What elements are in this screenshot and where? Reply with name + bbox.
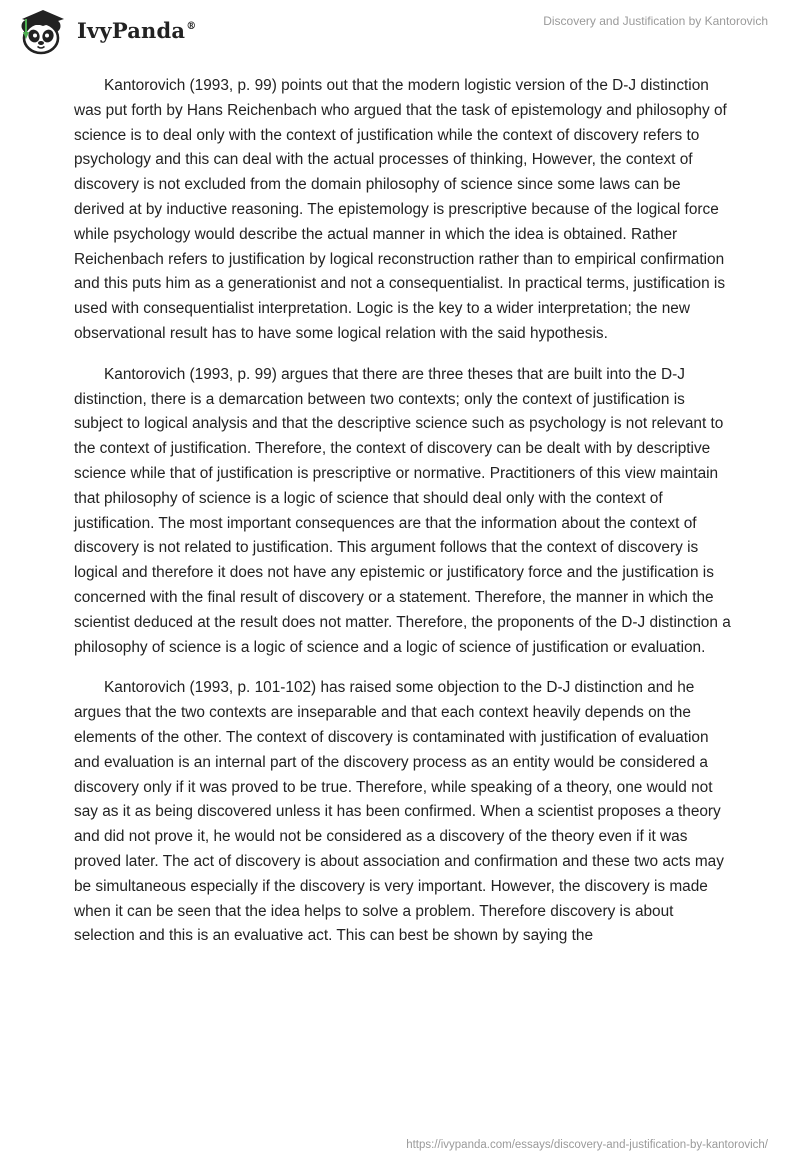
paragraph-3: Kantorovich (1993, p. 101-102) has raised some objection to the D-J distinction and he argues that the two contexts are inseparable and that each context heavily depends on the elements of the other. The context of discovery is contaminated with justification of evaluation and evaluation is an internal part of the discovery process as an entity would be considered a discovery only if it was proved to be true. Therefore, while speaking of a theory, one would not say as it as being discovered unless it has been confirmed. When a scientist proposes a theory and did not prove it, he would not be considered as a discovery of the theory even if it was proved later. The act of discovery is about association and confirmation and these two acts may be simultaneous especially if the discovery is very important. However, the discovery is made when it can be seen that the idea helps to solve a problem. Therefore discovery is about selection and this is an evaluative act. This can best be shown by saying the — [74, 679, 724, 945]
page-header — [0, 0, 800, 60]
paragraph-2: Kantorovich (1993, p. 99) argues that there are three theses that are built into the D-J distinction, there is a demarcation between two contexts; only the context of justification is subject to logical analysis and that the descriptive science such as psychology is not relevant to the context of justification. Therefore, the context of discovery can be dealt with by descriptive science while that of justification is prescriptive or normative. Practitioners of this view maintain that philosophy of science is a logic of science that should deal only with the context of justification. The most important consequences are that the information about the context of discovery is not related to justification. This argument follows that the context of discovery is logical and therefore it does not have any epistemic or justificatory force and the justification is concerned with the final result of discovery or a statement. Therefore, the manner in which the scientist deduced at the result does not matter. Therefore, the proponents of the D-J distinction a philosophy of science is a logic of science and a logic of science of justification or evaluation. — [74, 365, 731, 656]
document-title: Discovery and Justification by Kantorovich — [543, 14, 768, 28]
brand-name — [77, 18, 196, 43]
registered-mark: ® — [186, 21, 197, 32]
ivypanda-logo[interactable] — [14, 8, 224, 56]
brand-name-text: IvyPanda — [77, 18, 186, 43]
paragraph-1: Kantorovich (1993, p. 99) points out that the modern logistic version of the D-J distinction was put forth by Hans Reichenbach who argued that the task of epistemology and philosophy of science is to deal only with the context of justification while the context of discovery refers to psychology and this can deal with the actual processes of thinking, However, the context of discovery is not excluded from the domain philosophy of science since some laws can be derived at by inductive reasoning. The epistemology is prescriptive because of the logical force while psychology would describe the actual manner in which the idea is obtained. Rather Reichenbach refers to justification by logical reconstruction rather than to empirical confirmation and this puts him as a generationist and not a consequentialist. In practical terms, justification is used with consequentialist interpretation. Logic is the key to a wider interpretation; the new observational result has to have some logical relation with the said hypothesis. — [74, 77, 727, 342]
panda-graduate-icon — [14, 8, 72, 56]
source-url[interactable]: https://ivypanda.com/essays/discovery-and-justification-by-kantorovich/ — [406, 1139, 768, 1151]
essay-body — [74, 74, 734, 965]
